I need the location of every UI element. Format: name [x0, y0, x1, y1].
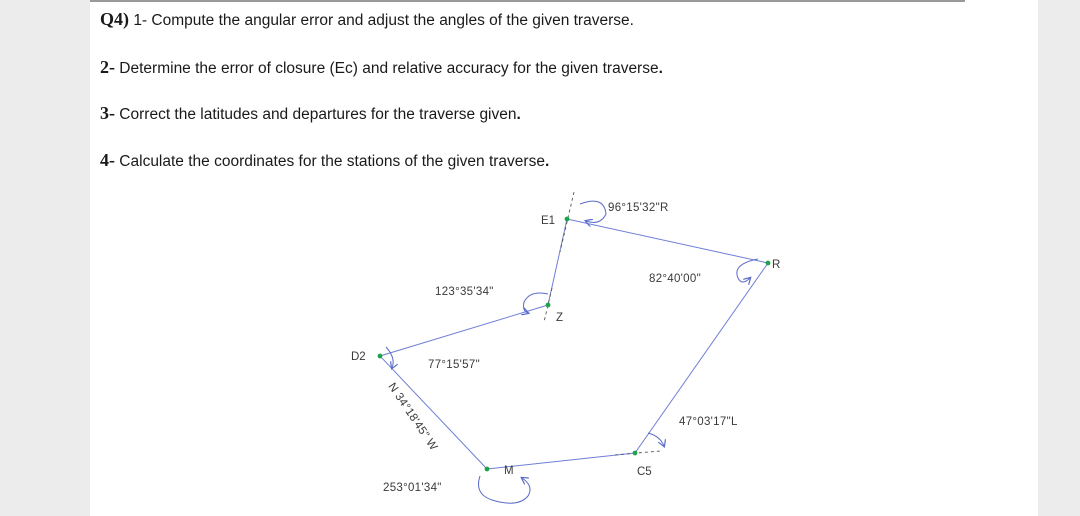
question-number: 3-	[100, 103, 115, 123]
angle-arc-c5	[648, 433, 664, 446]
station-label-z: Z	[556, 312, 564, 324]
question-2: 2- Determine the error of closure (Ec) and relative accuracy for the given traverse.	[100, 57, 663, 77]
station-label-m: M	[504, 465, 514, 477]
reference-c5	[615, 451, 660, 455]
station-label-r: R	[772, 259, 781, 271]
angle-label-d2: 77°15'57"	[428, 359, 480, 371]
angle-label-r: 82°40'00"	[649, 273, 701, 285]
leg-z-e1	[548, 219, 567, 305]
station-label-c5: C5	[637, 466, 652, 478]
station-label-d2: D2	[351, 351, 366, 363]
angle-arc-m	[479, 476, 531, 503]
station-dot-z	[546, 303, 551, 308]
station-dot-c5	[633, 451, 638, 456]
bearing-label-d2-m: N 34°18'45" W	[385, 380, 440, 453]
station-label-e1: E1	[541, 215, 556, 227]
leg-m-d2	[380, 356, 487, 469]
angle-arc-r	[737, 259, 758, 282]
question-number: 2-	[100, 57, 115, 77]
leg-e1-r	[567, 219, 768, 263]
angle-arc-d2	[386, 347, 393, 368]
angle-arc-e1	[580, 201, 606, 222]
question-3: 3- Correct the latitudes and departures for the traverse given.	[100, 103, 521, 123]
station-dot-e1	[565, 217, 570, 222]
leg-d2-z	[380, 305, 548, 356]
question-text: Calculate the coordinates for the stations of the given traverse	[115, 153, 545, 170]
question-text: Determine the error of closure (Ec) and relative accuracy for the given traverse	[115, 60, 659, 77]
station-dot-m	[485, 467, 490, 472]
angle-label-z: 123°35'34"	[435, 286, 494, 298]
question-text: Correct the latitudes and departures for the traverse given	[115, 106, 517, 123]
angle-arc-z	[524, 293, 549, 313]
station-dot-r	[766, 261, 771, 266]
angle-label-m: 253°01'34"	[383, 482, 442, 494]
angle-label-c5: 47°03'17"L	[679, 416, 738, 428]
station-dot-d2	[378, 354, 383, 359]
question-4: 4- Calculate the coordinates for the stations of the given traverse.	[100, 150, 550, 170]
question-number: Q4)	[100, 9, 129, 29]
angle-label-e1: 96°15'32"R	[608, 202, 669, 214]
question-number: 4-	[100, 150, 115, 170]
question-text: 1- Compute the angular error and adjust the angles of the given traverse.	[133, 12, 634, 29]
